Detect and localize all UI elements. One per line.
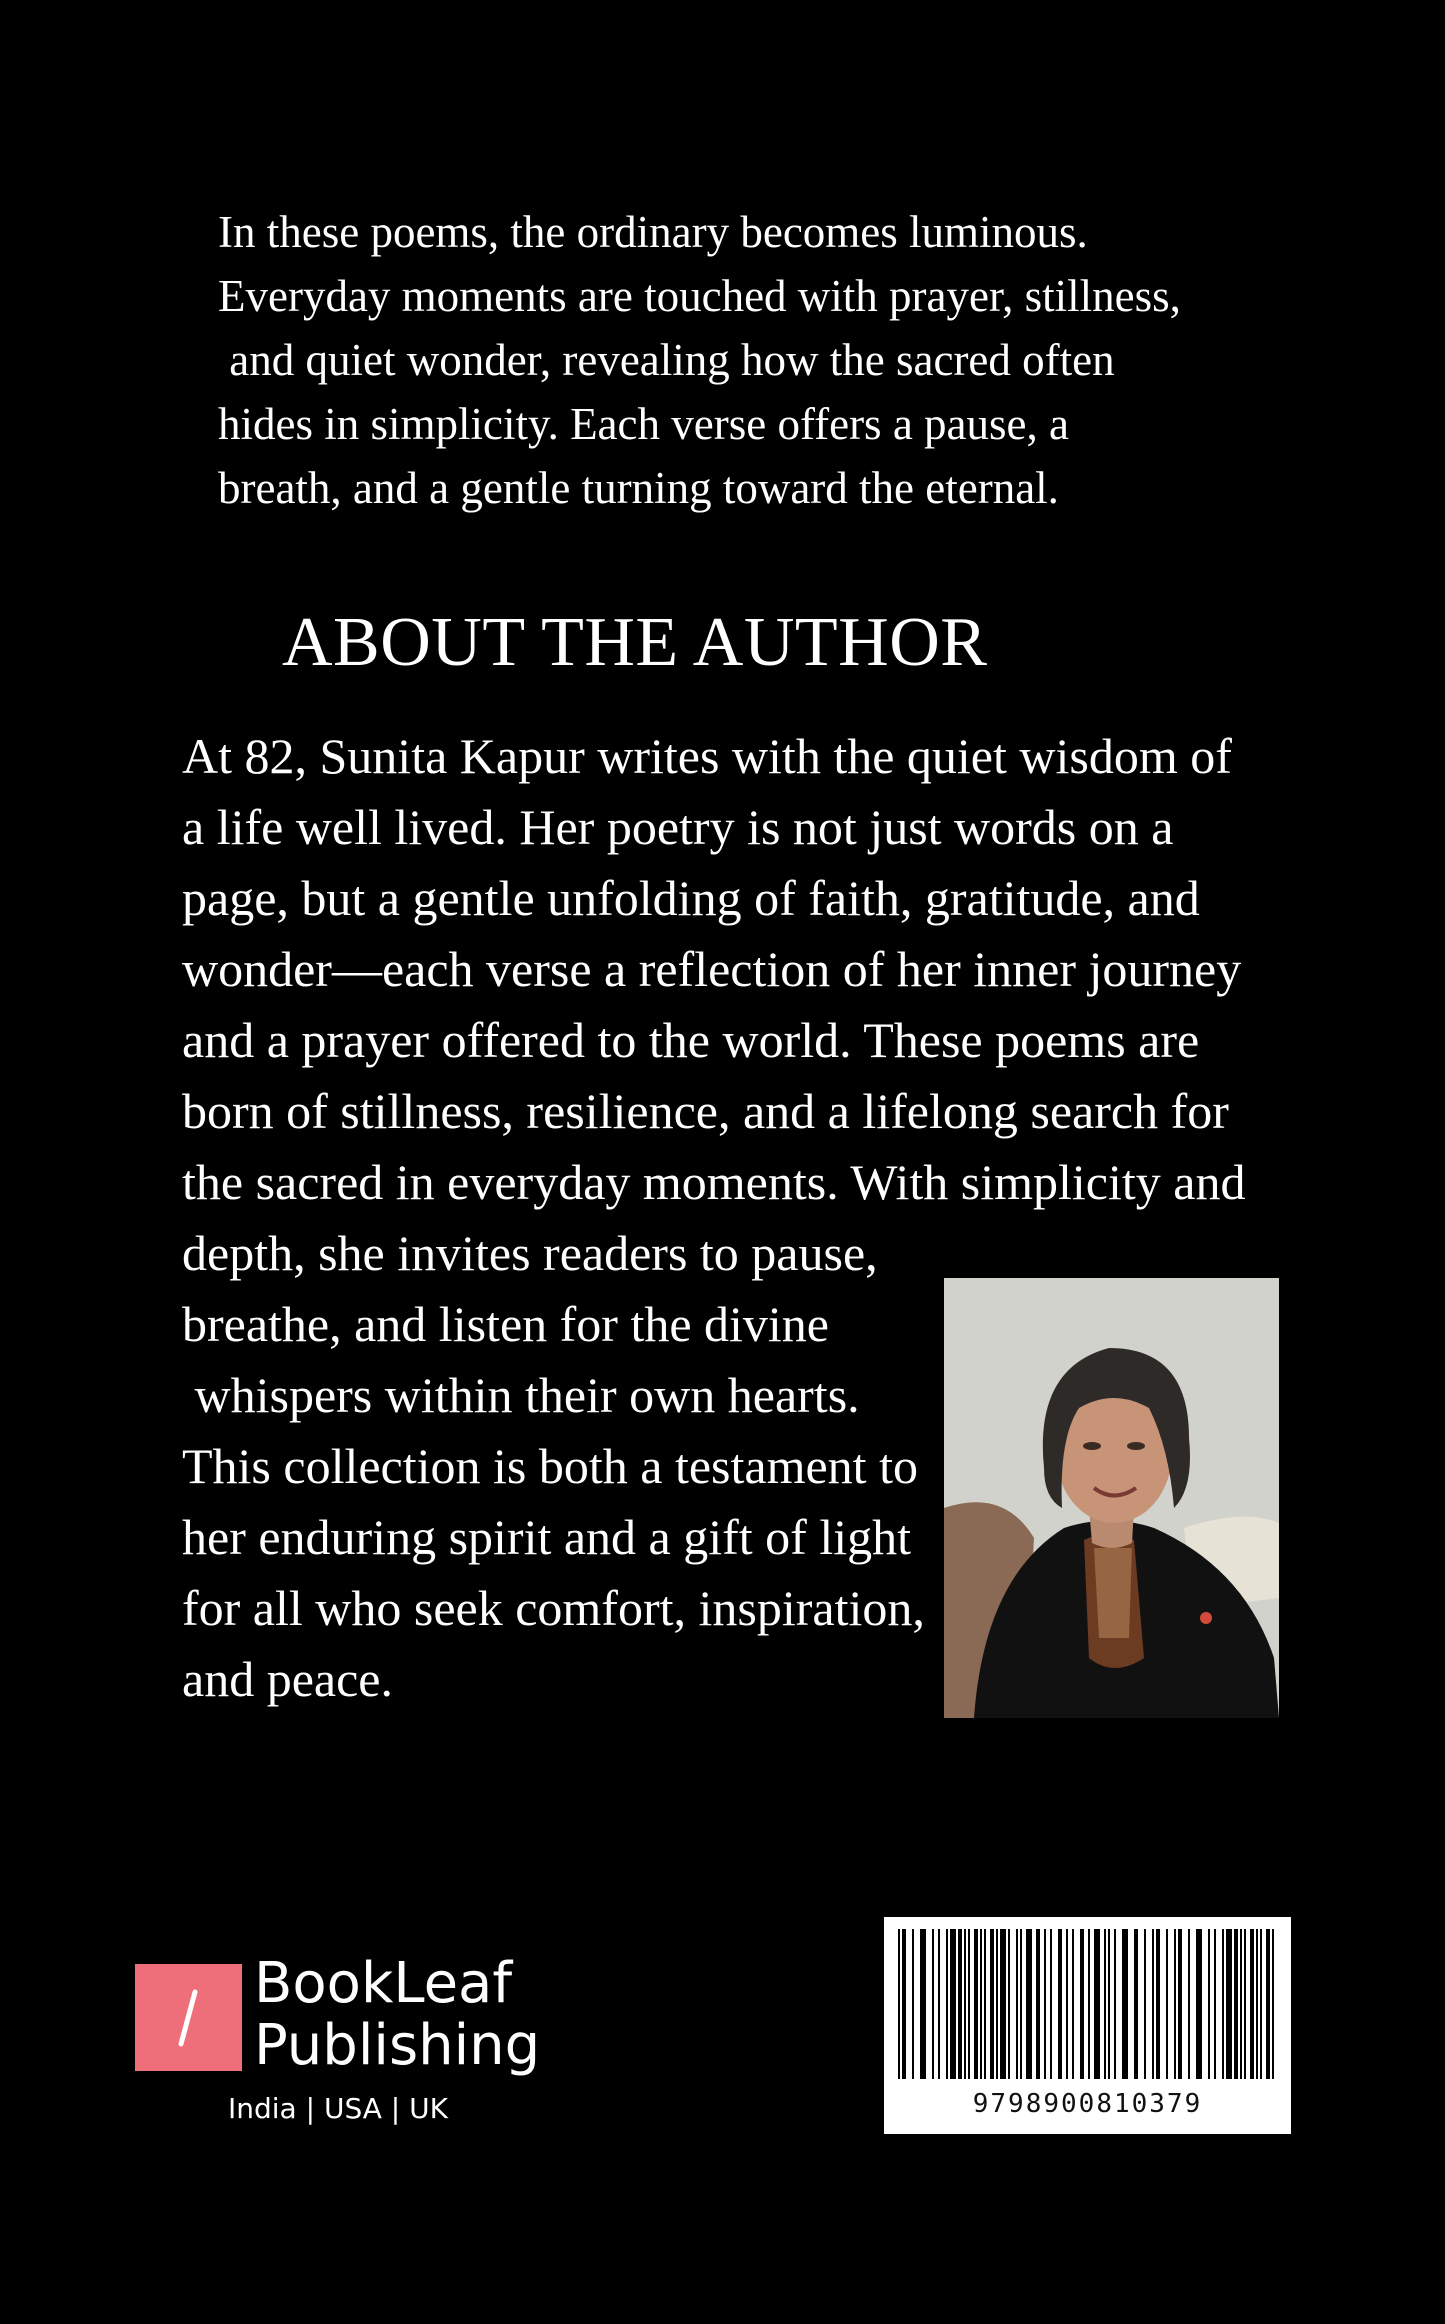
barcode-bar xyxy=(1222,1929,1224,2079)
barcode-bar xyxy=(996,1929,998,2079)
barcode-bar xyxy=(1196,1929,1202,2079)
slash-icon xyxy=(135,1964,242,2071)
publisher-name-line-1: BookLeaf xyxy=(254,1951,513,2016)
bio-line: and peace. xyxy=(182,1651,393,1707)
bio-line: wonder—each verse a reflection of her inner journey xyxy=(182,941,1242,997)
publisher-name-line-2: Publishing xyxy=(254,2013,541,2078)
barcode-bar xyxy=(990,1929,994,2079)
blurb-line: breath, and a gentle turning toward the eternal. xyxy=(218,463,1059,513)
barcode-bar xyxy=(1266,1929,1270,2079)
barcode-bar xyxy=(1272,1929,1274,2079)
barcode-bar xyxy=(1058,1929,1062,2079)
barcode-bar xyxy=(1178,1929,1182,2079)
bio-line: breathe, and listen for the divine xyxy=(182,1296,829,1352)
barcode-bar xyxy=(1020,1929,1022,2079)
blurb-line: In these poems, the ordinary becomes luminous. xyxy=(218,207,1088,257)
author-photo xyxy=(944,1278,1279,1718)
barcode-bar xyxy=(1066,1929,1068,2079)
bio-line: the sacred in everyday moments. With simplicity and xyxy=(182,1154,1246,1210)
barcode-bar xyxy=(1244,1929,1246,2079)
barcode-bar xyxy=(912,1929,914,2079)
barcode-bar xyxy=(1114,1929,1116,2079)
bio-line: whispers within their own hearts. xyxy=(182,1367,860,1423)
barcode-bar xyxy=(1250,1929,1254,2079)
publisher-logo-icon xyxy=(135,1964,242,2071)
barcode-bar xyxy=(1044,1929,1046,2079)
barcode-bar xyxy=(1214,1929,1216,2079)
barcode-bar xyxy=(1000,1929,1006,2079)
barcode-bar xyxy=(1208,1929,1210,2079)
barcode-bars xyxy=(884,1917,1291,2087)
barcode-bar xyxy=(1240,1929,1242,2079)
barcode-bar xyxy=(980,1929,982,2079)
bio-line: a life well lived. Her poetry is not just words on a xyxy=(182,799,1174,855)
author-portrait-illustration xyxy=(944,1278,1279,1718)
barcode-bar xyxy=(1144,1929,1146,2079)
barcode-bar xyxy=(1036,1929,1040,2079)
barcode-bar xyxy=(984,1929,986,2079)
barcode-bar xyxy=(1088,1929,1090,2079)
barcode-bar xyxy=(1152,1929,1154,2079)
barcode-bar xyxy=(974,1929,978,2079)
bio-line: At 82, Sunita Kapur writes with the quiet wisdom of xyxy=(182,728,1232,784)
bio-line: her enduring spirit and a gift of light xyxy=(182,1509,912,1565)
barcode-bar xyxy=(938,1929,940,2079)
barcode-bar xyxy=(1016,1929,1018,2079)
barcode-bar xyxy=(968,1929,970,2079)
blurb-paragraph xyxy=(218,200,1318,520)
barcode-bar xyxy=(1234,1929,1238,2079)
bio-line: page, but a gentle unfolding of faith, gratitude, and xyxy=(182,870,1200,926)
barcode-bar xyxy=(1094,1929,1100,2079)
blurb-line: and quiet wonder, revealing how the sacred often xyxy=(218,335,1115,385)
publisher-name xyxy=(254,1953,540,2077)
barcode-bar xyxy=(1122,1929,1128,2079)
barcode-bar xyxy=(958,1929,962,2079)
barcode-bar xyxy=(1260,1929,1262,2079)
barcode-bar xyxy=(1108,1929,1110,2079)
about-heading: ABOUT THE AUTHOR xyxy=(282,604,988,681)
barcode-bar xyxy=(964,1929,966,2079)
barcode-bar xyxy=(920,1929,926,2079)
barcode-bar xyxy=(1134,1929,1138,2079)
barcode-bar xyxy=(950,1929,956,2079)
barcode-bar xyxy=(1166,1929,1168,2079)
bio-line: born of stillness, resilience, and a lifelong search for xyxy=(182,1083,1229,1139)
barcode-bar xyxy=(1104,1929,1106,2079)
blurb-line: Everyday moments are touched with prayer, stillness, xyxy=(218,271,1181,321)
barcode-bar xyxy=(1026,1929,1032,2079)
barcode-bar xyxy=(898,1929,900,2079)
isbn-barcode xyxy=(884,1917,1291,2134)
barcode-bar xyxy=(1050,1929,1052,2079)
barcode-bar xyxy=(1008,1929,1010,2079)
bio-line: and a prayer offered to the world. These poems are xyxy=(182,1012,1200,1068)
barcode-bar xyxy=(1072,1929,1074,2079)
barcode-bar xyxy=(1174,1929,1176,2079)
publisher-regions: India | USA | UK xyxy=(228,2092,448,2125)
bio-line: This collection is both a testament to xyxy=(182,1438,918,1494)
barcode-bar xyxy=(946,1929,948,2079)
barcode-bar xyxy=(1080,1929,1084,2079)
barcode-bar xyxy=(1156,1929,1160,2079)
bio-line: for all who seek comfort, inspiration, xyxy=(182,1580,925,1636)
barcode-bar xyxy=(932,1929,934,2079)
bio-line: depth, she invites readers to pause, xyxy=(182,1225,878,1281)
isbn-number: 9798900810379 xyxy=(972,2089,1203,2119)
barcode-bar xyxy=(1256,1929,1258,2079)
barcode-bar xyxy=(1188,1929,1190,2079)
barcode-bar xyxy=(1226,1929,1232,2079)
barcode-bar xyxy=(902,1929,906,2079)
blurb-line: hides in simplicity. Each verse offers a pause, a xyxy=(218,399,1069,449)
